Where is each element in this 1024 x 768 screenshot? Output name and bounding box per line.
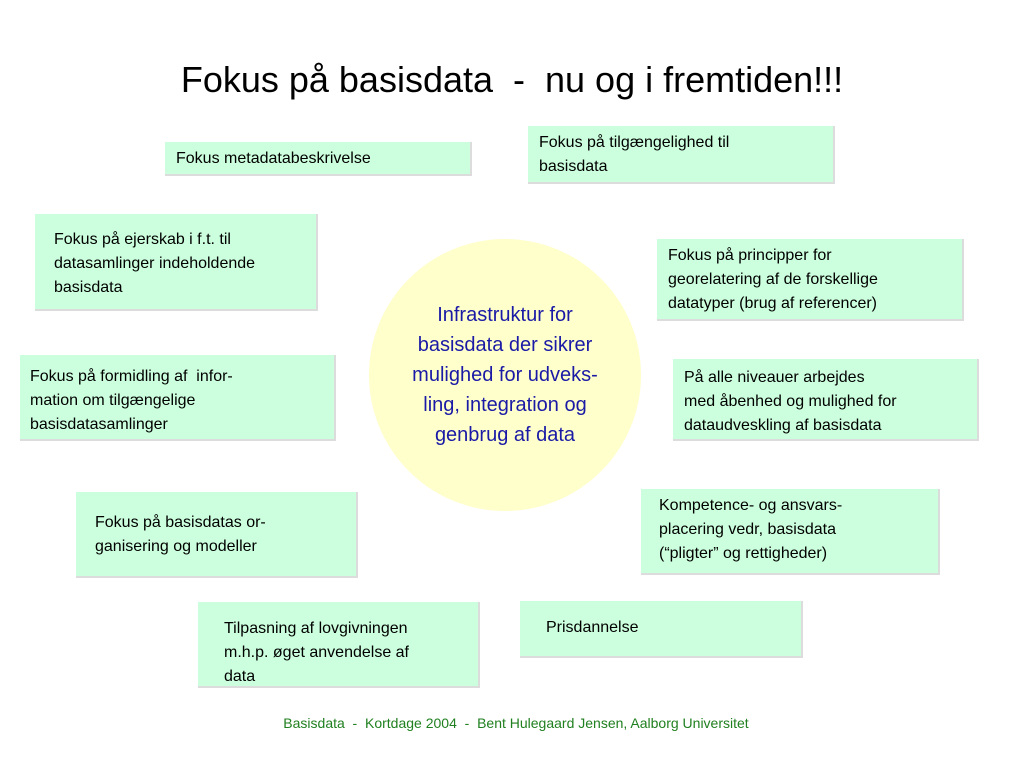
- box-metadatabeskrivelse-text: Fokus metadatabeskrivelse: [176, 150, 371, 167]
- box-lovgivning-text: Tilpasning af lovgivningen m.h.p. øget anvendelse af data: [224, 620, 409, 685]
- box-lovgivning: [198, 602, 480, 688]
- slide-footer: Basisdata - Kortdage 2004 - Bent Hulegaard Jensen, Aalborg Universitet: [283, 715, 749, 731]
- box-aabenhed-text: På alle niveauer arbejdes med åbenhed og mulighed for dataudveskling af basisdata: [684, 369, 897, 434]
- box-tilgaengelighed: [528, 126, 835, 184]
- box-kompetence: [641, 489, 940, 575]
- box-kompetence-text: Kompetence- og ansvars- placering vedr, basisdata (“pligter” og rettigheder): [659, 497, 843, 562]
- box-georelatering-text: Fokus på principper for georelatering af de forskellige datatyper (brug af referencer): [668, 247, 878, 312]
- box-ejerskab-text: Fokus på ejerskab i f.t. til datasamlinger indeholdende basisdata: [54, 231, 256, 296]
- box-metadatabeskrivelse: [165, 142, 472, 176]
- center-text: Infrastruktur for basisdata der sikrer mulighed for udveks- ling, integration og genbrug af data: [412, 304, 598, 446]
- box-aabenhed: [673, 359, 979, 441]
- box-formidling-text: Fokus på formidling af infor- mation om tilgængelige basisdatasamlinger: [30, 368, 233, 433]
- box-organisering-text: Fokus på basisdatas or- ganisering og modeller: [95, 514, 266, 555]
- box-formidling: [20, 355, 336, 441]
- box-organisering: [76, 492, 358, 578]
- slide-title: Fokus på basisdata - nu og i fremtiden!!!: [180, 59, 844, 100]
- box-prisdannelse: [520, 601, 803, 658]
- box-tilgaengelighed-text: Fokus på tilgængelighed til basisdata: [539, 134, 730, 175]
- box-ejerskab: [35, 214, 318, 311]
- box-georelatering: [657, 239, 964, 321]
- box-prisdannelse-text: Prisdannelse: [546, 619, 639, 636]
